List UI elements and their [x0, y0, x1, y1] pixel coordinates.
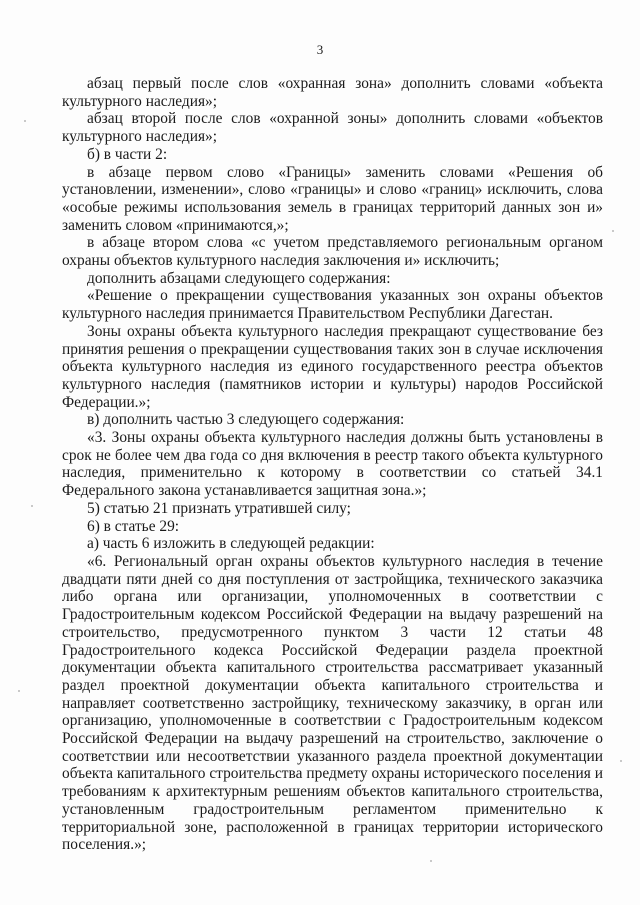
document-body	[62, 75, 603, 854]
scan-speck	[612, 230, 614, 232]
scan-speck	[31, 505, 33, 507]
paragraph: 6) в статье 29:	[87, 517, 180, 535]
paragraph: «3. Зоны охраны объекта культурного наследия должны быть установлены в срок не более чем два года со дня включения в реестр такого объекта культурного наследия, применительно к которому в соответствии со статьей 34.1 Федерального закона устанавливается защитная зона.»;	[62, 429, 603, 500]
paragraph: в абзаце первом слово «Границы» заменить словами «Решения об установлении, изменении», слово «границы» и слово «границ» исключить, слова «особые режимы использования земель в границах территорий данных зон и» заменить словом «принимаются,»;	[62, 163, 603, 234]
scan-speck	[18, 690, 20, 692]
paragraph: дополнить абзацами следующего содержания:	[87, 269, 391, 287]
scan-speck	[430, 860, 432, 862]
paragraph: в) дополнить частью 3 следующего содержания:	[87, 411, 405, 429]
page-number: 3	[316, 42, 324, 57]
paragraph: «Решение о прекращении существования указанных зон охраны объектов культурного наследия принимается Правительством Республики Дагестан.	[62, 287, 603, 323]
scan-speck	[620, 760, 622, 762]
paragraph: Зоны охраны объекта культурного наследия прекращают существование без принятия решения о прекращении существования таких зон в случае исключения объекта культурного наследия из единого государственного реестра объектов культурного наследия (памятников истории и культуры) народов Российской Федерации.»;	[62, 322, 603, 411]
paragraph: «6. Региональный орган охраны объектов культурного наследия в течение двадцати пяти дней со дня поступления от застройщика, технического заказчика либо органа или организации, уполномоченных в соответствии с Градостроительным кодексом Российской Федерации на выдачу разрешений на строительство, предусмотренного пунктом 3 части 12 статьи 48 Градостроительного кодекса Российской Федерации раздела проектной документации объекта капитального строительства рассматривает указанный раздел проектной документации объекта капитального строительства и направляет соответственно застройщику, техническому заказчику, в орган или организацию, уполномоченные в соответствии с Градостроительным кодексом Российской Федерации на выдачу разрешений на строительство, заключение о соответствии или несоответствии указанного раздела проектной документации объекта капитального строительства предмету охраны исторического поселения и требованиям к архитектурным решениям объектов капитального строительства, установленным градостроительным регламентом применительно к территориальной зоне, расположенной в границах территории исторического поселения.»;	[62, 552, 603, 854]
paragraph: абзац второй после слов «охранной зоны» дополнить словами «объектов культурного наследия»;	[62, 110, 603, 146]
paragraph: 5) статью 21 признать утратившей силу;	[87, 499, 351, 517]
paragraph: в абзаце втором слова «с учетом представляемого региональным органом охраны объектов культурного наследия заключения и» исключить;	[62, 234, 603, 270]
paragraph: а) часть 6 изложить в следующей редакции:	[87, 535, 375, 553]
scan-speck	[24, 120, 26, 122]
paragraph: б) в части 2:	[87, 145, 168, 163]
paragraph: абзац первый после слов «охранная зона» дополнить словами «объекта культурного наследия»;	[62, 75, 603, 110]
